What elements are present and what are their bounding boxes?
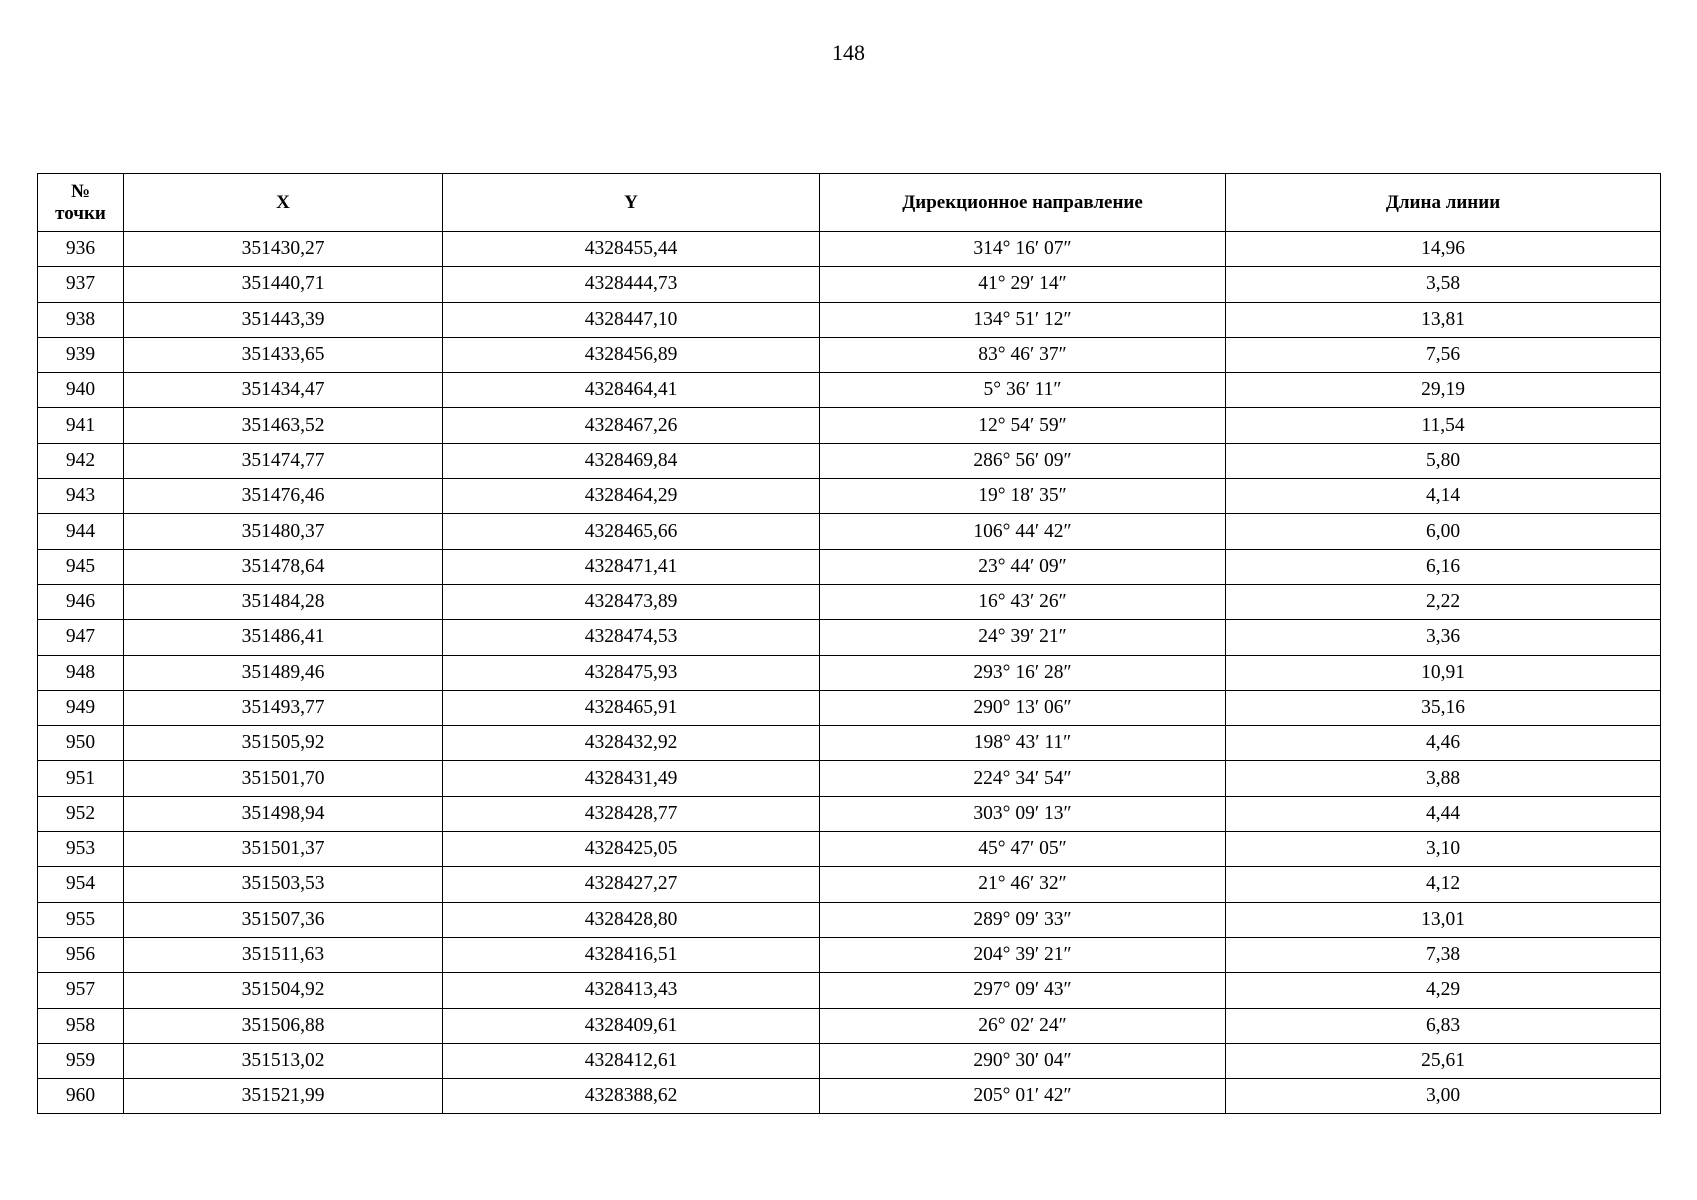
- header-x: X: [124, 174, 443, 232]
- cell-y: 4328427,27: [443, 867, 820, 902]
- cell-x: 351501,70: [124, 761, 443, 796]
- cell-length: 7,56: [1226, 337, 1661, 372]
- cell-point-number: 946: [38, 584, 124, 619]
- cell-y: 4328465,91: [443, 690, 820, 725]
- cell-length: 13,81: [1226, 302, 1661, 337]
- table-row: [38, 337, 1661, 372]
- cell-y: 4328428,80: [443, 902, 820, 937]
- cell-length: 3,10: [1226, 832, 1661, 867]
- table-row: [38, 867, 1661, 902]
- cell-point-number: 942: [38, 443, 124, 478]
- coordinates-table: [37, 173, 1661, 1114]
- table-row: [38, 443, 1661, 478]
- cell-point-number: 958: [38, 1008, 124, 1043]
- cell-y: 4328388,62: [443, 1079, 820, 1114]
- cell-x: 351476,46: [124, 479, 443, 514]
- table-row: [38, 832, 1661, 867]
- cell-direction: 134° 51′ 12″: [820, 302, 1226, 337]
- cell-length: 6,00: [1226, 514, 1661, 549]
- cell-point-number: 937: [38, 267, 124, 302]
- cell-x: 351478,64: [124, 549, 443, 584]
- cell-x: 351434,47: [124, 373, 443, 408]
- cell-point-number: 943: [38, 479, 124, 514]
- header-length: Длина линии: [1226, 174, 1661, 232]
- cell-x: 351440,71: [124, 267, 443, 302]
- cell-direction: 224° 34′ 54″: [820, 761, 1226, 796]
- cell-length: 2,22: [1226, 584, 1661, 619]
- cell-x: 351521,99: [124, 1079, 443, 1114]
- cell-point-number: 953: [38, 832, 124, 867]
- cell-direction: 205° 01′ 42″: [820, 1079, 1226, 1114]
- header-y: Y: [443, 174, 820, 232]
- cell-direction: 290° 30′ 04″: [820, 1043, 1226, 1078]
- table-row: [38, 549, 1661, 584]
- cell-point-number: 960: [38, 1079, 124, 1114]
- cell-x: 351443,39: [124, 302, 443, 337]
- table-row: [38, 973, 1661, 1008]
- cell-direction: 286° 56′ 09″: [820, 443, 1226, 478]
- cell-direction: 289° 09′ 33″: [820, 902, 1226, 937]
- cell-point-number: 950: [38, 726, 124, 761]
- table-row: [38, 302, 1661, 337]
- cell-direction: 16° 43′ 26″: [820, 584, 1226, 619]
- table-row: [38, 937, 1661, 972]
- table-row: [38, 902, 1661, 937]
- cell-x: 351501,37: [124, 832, 443, 867]
- cell-length: 3,00: [1226, 1079, 1661, 1114]
- cell-y: 4328474,53: [443, 620, 820, 655]
- table-header-row: [38, 174, 1661, 232]
- cell-direction: 45° 47′ 05″: [820, 832, 1226, 867]
- cell-length: 25,61: [1226, 1043, 1661, 1078]
- cell-length: 4,12: [1226, 867, 1661, 902]
- cell-direction: 19° 18′ 35″: [820, 479, 1226, 514]
- table-row: [38, 1043, 1661, 1078]
- cell-direction: 41° 29′ 14″: [820, 267, 1226, 302]
- cell-length: 29,19: [1226, 373, 1661, 408]
- table-row: [38, 232, 1661, 267]
- cell-direction: 290° 13′ 06″: [820, 690, 1226, 725]
- page-number: 148: [832, 40, 865, 65]
- table-row: [38, 620, 1661, 655]
- cell-y: 4328413,43: [443, 973, 820, 1008]
- cell-length: 3,36: [1226, 620, 1661, 655]
- cell-y: 4328431,49: [443, 761, 820, 796]
- cell-length: 11,54: [1226, 408, 1661, 443]
- cell-y: 4328467,26: [443, 408, 820, 443]
- cell-point-number: 939: [38, 337, 124, 372]
- cell-y: 4328464,41: [443, 373, 820, 408]
- cell-point-number: 955: [38, 902, 124, 937]
- table-row: [38, 514, 1661, 549]
- cell-x: 351480,37: [124, 514, 443, 549]
- cell-point-number: 936: [38, 232, 124, 267]
- cell-y: 4328425,05: [443, 832, 820, 867]
- cell-point-number: 938: [38, 302, 124, 337]
- table-row: [38, 373, 1661, 408]
- cell-x: 351486,41: [124, 620, 443, 655]
- cell-direction: 24° 39′ 21″: [820, 620, 1226, 655]
- cell-length: 4,44: [1226, 796, 1661, 831]
- cell-direction: 293° 16′ 28″: [820, 655, 1226, 690]
- cell-point-number: 959: [38, 1043, 124, 1078]
- cell-length: 14,96: [1226, 232, 1661, 267]
- cell-x: 351498,94: [124, 796, 443, 831]
- cell-x: 351484,28: [124, 584, 443, 619]
- cell-x: 351504,92: [124, 973, 443, 1008]
- cell-point-number: 948: [38, 655, 124, 690]
- cell-x: 351507,36: [124, 902, 443, 937]
- table-body: [38, 232, 1661, 1114]
- cell-y: 4328471,41: [443, 549, 820, 584]
- cell-y: 4328444,73: [443, 267, 820, 302]
- cell-direction: 303° 09′ 13″: [820, 796, 1226, 831]
- cell-x: 351506,88: [124, 1008, 443, 1043]
- cell-y: 4328416,51: [443, 937, 820, 972]
- cell-point-number: 944: [38, 514, 124, 549]
- table-row: [38, 761, 1661, 796]
- cell-x: 351489,46: [124, 655, 443, 690]
- cell-direction: 83° 46′ 37″: [820, 337, 1226, 372]
- cell-y: 4328455,44: [443, 232, 820, 267]
- cell-x: 351513,02: [124, 1043, 443, 1078]
- cell-point-number: 940: [38, 373, 124, 408]
- cell-direction: 21° 46′ 32″: [820, 867, 1226, 902]
- cell-length: 5,80: [1226, 443, 1661, 478]
- cell-y: 4328475,93: [443, 655, 820, 690]
- cell-y: 4328412,61: [443, 1043, 820, 1078]
- cell-length: 10,91: [1226, 655, 1661, 690]
- cell-point-number: 951: [38, 761, 124, 796]
- cell-y: 4328432,92: [443, 726, 820, 761]
- cell-length: 4,14: [1226, 479, 1661, 514]
- cell-direction: 314° 16′ 07″: [820, 232, 1226, 267]
- cell-y: 4328456,89: [443, 337, 820, 372]
- cell-point-number: 947: [38, 620, 124, 655]
- table-row: [38, 726, 1661, 761]
- cell-y: 4328464,29: [443, 479, 820, 514]
- cell-direction: 297° 09′ 43″: [820, 973, 1226, 1008]
- cell-point-number: 941: [38, 408, 124, 443]
- cell-x: 351474,77: [124, 443, 443, 478]
- cell-x: 351463,52: [124, 408, 443, 443]
- cell-y: 4328447,10: [443, 302, 820, 337]
- cell-direction: 106° 44′ 42″: [820, 514, 1226, 549]
- cell-point-number: 956: [38, 937, 124, 972]
- header-point-number-symbol: №: [70, 180, 91, 202]
- cell-point-number: 954: [38, 867, 124, 902]
- table-row: [38, 1079, 1661, 1114]
- table-row: [38, 690, 1661, 725]
- header-point-number: [38, 174, 124, 232]
- cell-x: 351493,77: [124, 690, 443, 725]
- cell-length: 4,29: [1226, 973, 1661, 1008]
- table-row: [38, 408, 1661, 443]
- cell-x: 351430,27: [124, 232, 443, 267]
- cell-direction: 198° 43′ 11″: [820, 726, 1226, 761]
- cell-y: 4328409,61: [443, 1008, 820, 1043]
- cell-x: 351511,63: [124, 937, 443, 972]
- header-direction: Дирекционное направление: [820, 174, 1226, 232]
- header-point-number-label: точки: [55, 202, 106, 224]
- cell-x: 351433,65: [124, 337, 443, 372]
- cell-direction: 26° 02′ 24″: [820, 1008, 1226, 1043]
- cell-point-number: 952: [38, 796, 124, 831]
- table-row: [38, 267, 1661, 302]
- cell-length: 7,38: [1226, 937, 1661, 972]
- cell-length: 3,58: [1226, 267, 1661, 302]
- cell-direction: 12° 54′ 59″: [820, 408, 1226, 443]
- cell-point-number: 945: [38, 549, 124, 584]
- cell-direction: 204° 39′ 21″: [820, 937, 1226, 972]
- cell-direction: 5° 36′ 11″: [820, 373, 1226, 408]
- cell-x: 351503,53: [124, 867, 443, 902]
- cell-x: 351505,92: [124, 726, 443, 761]
- table-row: [38, 655, 1661, 690]
- cell-length: 6,83: [1226, 1008, 1661, 1043]
- cell-length: 35,16: [1226, 690, 1661, 725]
- cell-length: 13,01: [1226, 902, 1661, 937]
- table-row: [38, 479, 1661, 514]
- cell-direction: 23° 44′ 09″: [820, 549, 1226, 584]
- cell-length: 4,46: [1226, 726, 1661, 761]
- cell-length: 6,16: [1226, 549, 1661, 584]
- cell-y: 4328428,77: [443, 796, 820, 831]
- table-row: [38, 584, 1661, 619]
- cell-y: 4328469,84: [443, 443, 820, 478]
- cell-length: 3,88: [1226, 761, 1661, 796]
- table-row: [38, 1008, 1661, 1043]
- table-row: [38, 796, 1661, 831]
- cell-y: 4328465,66: [443, 514, 820, 549]
- cell-point-number: 957: [38, 973, 124, 1008]
- cell-y: 4328473,89: [443, 584, 820, 619]
- cell-point-number: 949: [38, 690, 124, 725]
